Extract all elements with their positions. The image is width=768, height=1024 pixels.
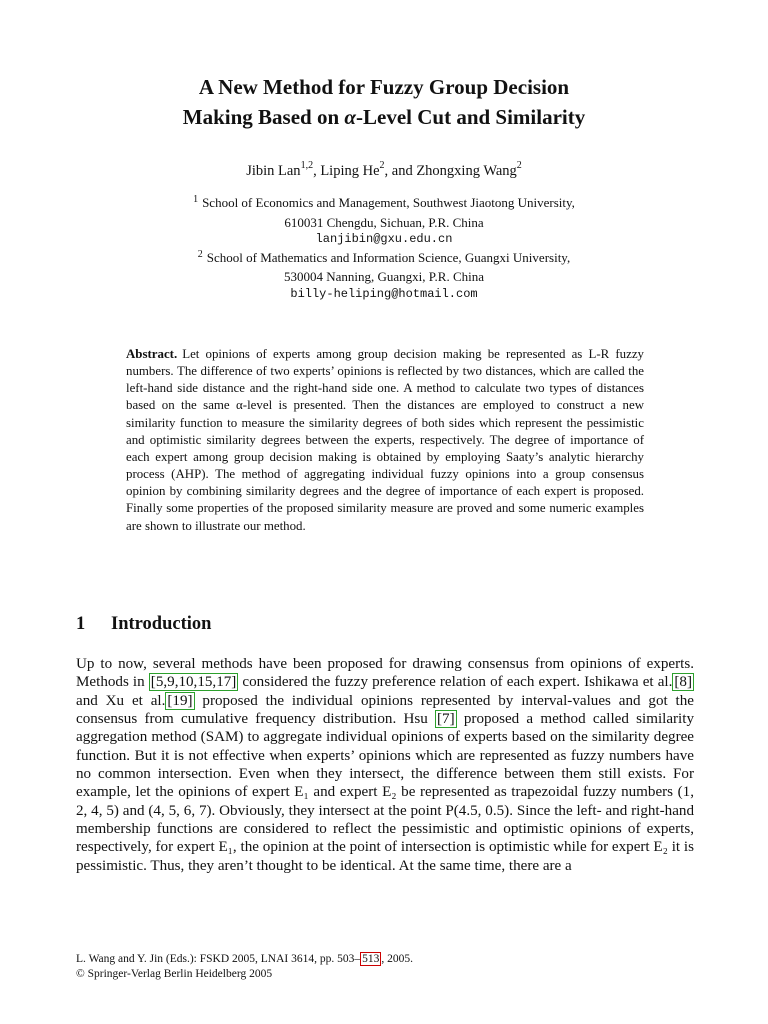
citation-link[interactable]: [5,9,10,15,17] <box>150 674 237 691</box>
title-line-2-start: Making Based on <box>182 105 345 129</box>
publication-footnote <box>76 952 694 982</box>
intro-text: and Xu et al. <box>76 692 166 709</box>
title-line-2 <box>60 102 708 132</box>
page-range-link[interactable]: 513 <box>362 953 380 965</box>
affiliations <box>100 194 668 303</box>
citation-link[interactable]: [7] <box>437 711 455 728</box>
author-1-affil: 1,2 <box>300 160 314 172</box>
title-alpha-symbol: α <box>344 105 356 129</box>
affiliation-1-number: 1 <box>193 194 199 205</box>
affiliation-2-line-2: 530004 Nanning, Guangxi, P.R. China <box>283 269 485 284</box>
author-3: , and Zhongxing Wang <box>384 163 517 179</box>
affiliation-1-line-1 <box>100 194 668 214</box>
abstract-label: Abstract. <box>126 347 178 361</box>
author-2: , Liping He <box>313 163 380 179</box>
author-list <box>60 160 708 182</box>
author-2-affil: 2 <box>379 160 385 172</box>
affiliation-2-text: School of Mathematics and Information Science, Guangxi University, <box>206 249 571 265</box>
abstract <box>126 346 644 535</box>
title-line-2-end: -Level Cut and Similarity <box>356 105 586 129</box>
intro-text: Up to now, several methods have been proposed for drawing consensus from opinions of experts. Methods in <box>76 656 694 691</box>
section-heading <box>76 614 211 635</box>
affiliation-2-number: 2 <box>197 248 203 260</box>
citation-link[interactable]: [8] <box>674 674 692 691</box>
intro-text: proposed the individual opinions represented by interval-values and got the consensus from cumulative frequency distribution. Hsu <box>76 692 694 728</box>
citation-link[interactable]: [19] <box>167 692 193 709</box>
author-3-affil: 2 <box>516 160 522 172</box>
author-1: Jibin Lan <box>246 163 301 179</box>
section-title: Introduction <box>111 614 212 634</box>
affiliation-1-line-2: 610031 Chengdu, Sichuan, P.R. China <box>284 214 484 230</box>
footnote-line-1 <box>76 952 694 967</box>
affiliation-1-email[interactable]: lanjibin@gxu.edu.cn <box>315 232 453 246</box>
affiliation-2-email[interactable]: billy-heliping@hotmail.com <box>290 286 478 301</box>
footnote-copyright: © Springer-Verlag Berlin Heidelberg 2005 <box>76 968 273 980</box>
footnote-citation: L. Wang and Y. Jin (Eds.): FSKD 2005, LNAI 3614, pp. 503– <box>76 953 361 965</box>
intro-paragraph <box>76 655 694 875</box>
intro-text: proposed a method called similarity aggregation method (SAM) to aggregate individual opinions of experts based on the similarity degree function. But it is not effective when experts’ opinions which are represented as fuzzy numbers have no common intersection. Even when they intersect, the difference between them still exists. For example, let the opinions of expert E₁ and expert E₂ be represented as trapezoidal fuzzy numbers (1, 2, 4, 5) and (4, 5, 6, 7). Obviously, they intersect at the point P(4.5, 0.5). Since the left- and right-hand membership functions are considered to reflect the pessimistic and optimistic opinions of experts, respectively, for expert E₁, the opinion at the point of intersection is optimistic while for expert E₂ it is pessimistic. Thus, they aren’t thought to be identical. At the same time, there are a <box>76 711 694 874</box>
section-number: 1 <box>76 614 86 634</box>
paper-title <box>60 72 708 132</box>
intro-text: considered the fuzzy preference relation of each expert. Ishikawa et al. <box>238 674 673 691</box>
affiliation-1-text: School of Economics and Management, Southwest Jiaotong University, <box>202 195 575 210</box>
abstract-text: Let opinions of experts among group decision making be represented as L-R fuzzy numbers. The difference of two experts’ opinions is reflected by two distances, which are called the left-hand side distance and the right-hand side one. A method to calculate two types of distances based on the same α-level is presented. Then the distances are employed to construct a new similarity function to measure the similarity degrees of both sides which represent the pessimistic and optimistic similarity degrees between the experts, respectively. The degree of importance of each expert among group decision making is obtained by employing Saaty’s analytic hierarchy process (AHP). The method of aggregating individual fuzzy opinions into a group consensus opinion by combining similarity degrees and the degree of importance of each expert is proposed. Finally some properties of the proposed similarity measure are proved and some numeric examples are shown to illustrate our method. <box>126 347 644 533</box>
affiliation-2-line-1 <box>100 249 668 269</box>
footnote-year: , 2005. <box>381 953 413 965</box>
title-line-1: A New Method for Fuzzy Group Decision <box>198 75 570 99</box>
